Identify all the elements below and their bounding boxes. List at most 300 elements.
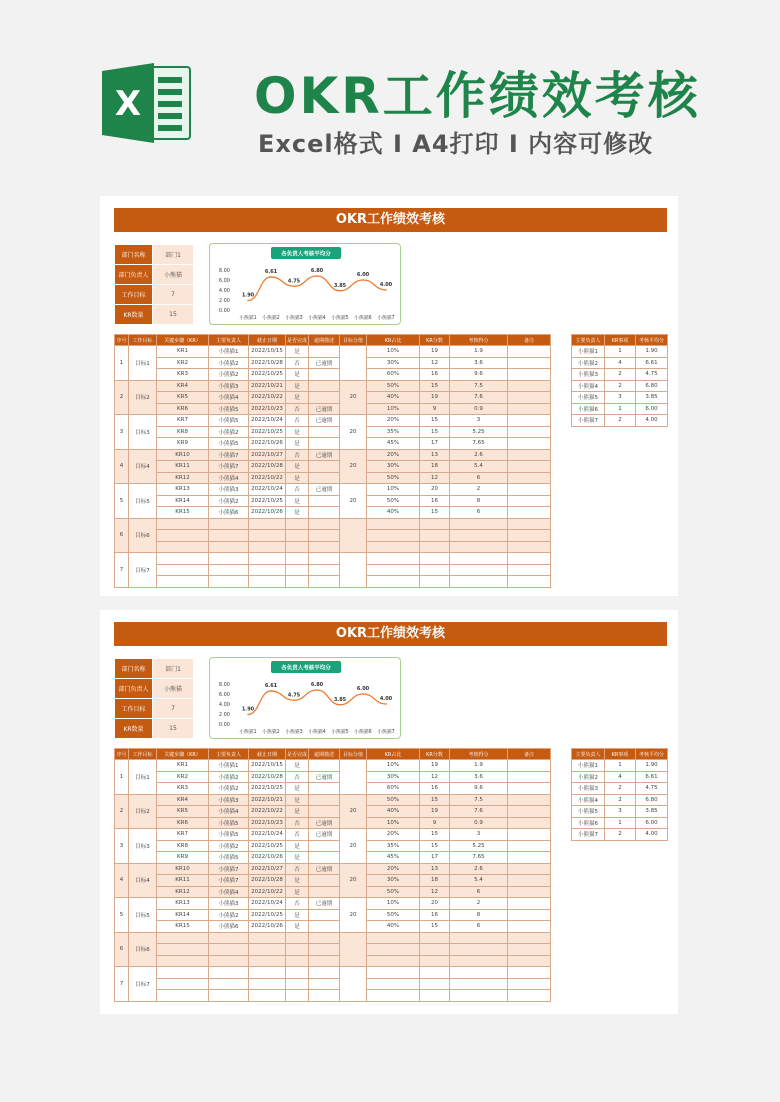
overdue-cell (309, 921, 340, 933)
date-cell: 2022/10/25 (249, 369, 286, 381)
remark-cell (508, 380, 551, 392)
kr-cell: KR7 (157, 829, 209, 841)
remark-cell (508, 955, 551, 967)
date-cell: 2022/10/25 (249, 909, 286, 921)
chart-title: 各负责人考核平均分 (281, 251, 331, 258)
final-score-cell (450, 576, 508, 588)
kr-cell: KR11 (157, 875, 209, 887)
owner-cell (209, 990, 249, 1002)
owner-cell: 小熊猫5 (209, 852, 249, 864)
final-score-cell: 6 (450, 507, 508, 519)
table-row (115, 576, 551, 588)
date-cell: 2022/10/27 (249, 863, 286, 875)
kr-ratio-cell: 20% (367, 415, 420, 427)
owner-cell: 小熊猫3 (209, 484, 249, 496)
summary-cell: 4 (605, 771, 636, 783)
kr-cell: KR9 (157, 852, 209, 864)
date-cell: 2022/10/15 (249, 760, 286, 772)
final-score-cell: 3 (450, 415, 508, 427)
kr-score-cell: 9 (420, 403, 450, 415)
done-cell: 否 (286, 771, 309, 783)
final-score-cell (450, 978, 508, 990)
remark-cell (508, 898, 551, 910)
remark-cell (508, 771, 551, 783)
kr-cell: KR8 (157, 840, 209, 852)
kr-score-cell: 15 (420, 829, 450, 841)
final-score-cell (450, 564, 508, 576)
kr-ratio-cell (367, 553, 420, 565)
summary-cell: 3.85 (636, 806, 668, 818)
final-score-cell: 7.65 (450, 852, 508, 864)
final-score-cell: 5.4 (450, 461, 508, 473)
date-cell: 2022/10/21 (249, 794, 286, 806)
kr-score-cell: 13 (420, 863, 450, 875)
kr-ratio-cell: 30% (367, 461, 420, 473)
kr-ratio-cell: 40% (367, 921, 420, 933)
summary-header: KR事项 (605, 749, 636, 760)
remark-cell (508, 564, 551, 576)
summary-cell: 4.00 (636, 415, 668, 427)
kr-score-cell (420, 576, 450, 588)
date-cell: 2022/10/28 (249, 875, 286, 887)
remark-cell (508, 817, 551, 829)
overdue-cell (309, 380, 340, 392)
owner-cell: 小熊猫5 (209, 415, 249, 427)
goal-cell: 目标3 (129, 415, 157, 450)
kr-ratio-cell: 30% (367, 771, 420, 783)
info-row (115, 659, 194, 679)
done-cell: 是 (286, 806, 309, 818)
overdue-cell: 已逾期 (309, 898, 340, 910)
done-cell (286, 553, 309, 565)
info-row (115, 265, 194, 285)
date-cell (249, 978, 286, 990)
kr-ratio-cell (367, 978, 420, 990)
table-row (115, 426, 551, 438)
owner-cell (209, 576, 249, 588)
info-value: 7 (153, 285, 194, 305)
kr-cell: KR3 (157, 783, 209, 795)
summary-row (572, 783, 668, 795)
info-value: 15 (153, 719, 194, 739)
column-header: 备注 (508, 335, 551, 346)
date-cell: 2022/10/22 (249, 392, 286, 404)
goal-cell: 目标6 (129, 518, 157, 553)
table-row (115, 484, 551, 496)
summary-cell: 小熊猫6 (572, 817, 605, 829)
final-score-cell: 6 (450, 886, 508, 898)
row-index: 3 (115, 415, 129, 450)
kr-score-cell: 12 (420, 472, 450, 484)
target-score-cell: 20 (340, 829, 367, 864)
remark-cell (508, 978, 551, 990)
x-tick-label: 小熊猫1 (239, 730, 257, 735)
done-cell: 是 (286, 840, 309, 852)
done-cell: 是 (286, 472, 309, 484)
goal-cell: 目标2 (129, 794, 157, 829)
kr-ratio-cell: 20% (367, 863, 420, 875)
data-label: 1.90 (241, 706, 255, 713)
date-cell: 2022/10/24 (249, 829, 286, 841)
data-point (316, 275, 318, 277)
summary-cell: 小熊猫3 (572, 783, 605, 795)
kr-cell: KR4 (157, 794, 209, 806)
y-tick-label: 0.00 (218, 722, 230, 728)
overdue-cell: 已逾期 (309, 403, 340, 415)
kr-score-cell (420, 990, 450, 1002)
table-row (115, 806, 551, 818)
x-tick-label: 小熊猫5 (331, 730, 349, 735)
data-label: 4.00 (379, 282, 393, 288)
owner-cell (209, 978, 249, 990)
kr-ratio-cell: 10% (367, 403, 420, 415)
summary-cell: 1 (605, 817, 636, 829)
kr-ratio-cell: 10% (367, 898, 420, 910)
table-row (115, 990, 551, 1002)
kr-score-cell: 17 (420, 852, 450, 864)
owner-cell: 小熊猫4 (209, 392, 249, 404)
overdue-cell (309, 426, 340, 438)
final-score-cell (450, 530, 508, 542)
kr-ratio-cell (367, 955, 420, 967)
summary-header: 主要负责人 (572, 335, 605, 346)
owner-cell: 小熊猫2 (209, 369, 249, 381)
kr-cell (157, 553, 209, 565)
date-cell: 2022/10/23 (249, 403, 286, 415)
target-score-cell (340, 518, 367, 553)
final-score-cell: 2.6 (450, 863, 508, 875)
remark-cell (508, 576, 551, 588)
final-score-cell: 0.9 (450, 817, 508, 829)
column-header: 关键步骤（KR） (157, 335, 209, 346)
row-index: 6 (115, 932, 129, 967)
final-score-cell (450, 518, 508, 530)
kr-score-cell (420, 932, 450, 944)
kr-score-cell: 12 (420, 886, 450, 898)
summary-cell: 2 (605, 369, 636, 381)
row-index: 6 (115, 518, 129, 553)
final-score-cell (450, 541, 508, 553)
table-row (115, 932, 551, 944)
owner-cell: 小熊猫5 (209, 403, 249, 415)
overdue-cell (309, 852, 340, 864)
remark-cell (508, 518, 551, 530)
kr-cell: KR2 (157, 771, 209, 783)
data-label: 6.00 (356, 272, 370, 278)
overdue-cell (309, 564, 340, 576)
table-row (115, 944, 551, 956)
kr-ratio-cell: 40% (367, 507, 420, 519)
date-cell: 2022/10/26 (249, 438, 286, 450)
kr-score-cell (420, 564, 450, 576)
table-row (115, 438, 551, 450)
summary-cell: 4.75 (636, 783, 668, 795)
final-score-cell: 9.6 (450, 369, 508, 381)
summary-cell: 2 (605, 415, 636, 427)
summary-cell: 小熊猫6 (572, 403, 605, 415)
summary-cell: 4 (605, 357, 636, 369)
date-cell: 2022/10/15 (249, 346, 286, 358)
final-score-cell (450, 990, 508, 1002)
owner-cell: 小熊猫6 (209, 507, 249, 519)
goal-cell: 目标7 (129, 967, 157, 1002)
final-score-cell: 5.25 (450, 840, 508, 852)
owner-cell: 小熊猫5 (209, 817, 249, 829)
x-tick-label: 小熊猫6 (354, 316, 372, 321)
column-header: 备注 (508, 749, 551, 760)
kr-ratio-cell: 20% (367, 829, 420, 841)
column-header: 目标分值 (340, 749, 367, 760)
remark-cell (508, 944, 551, 956)
table-row (115, 507, 551, 519)
kr-score-cell (420, 944, 450, 956)
done-cell (286, 978, 309, 990)
table-row (115, 346, 551, 358)
remark-cell (508, 886, 551, 898)
data-label: 4.00 (379, 696, 393, 702)
remark-cell (508, 553, 551, 565)
data-label: 6.80 (310, 682, 324, 688)
table-row (115, 530, 551, 542)
target-score-cell: 20 (340, 484, 367, 519)
goal-cell: 目标5 (129, 898, 157, 933)
info-value: 部门1 (153, 245, 194, 265)
table-row (115, 794, 551, 806)
table-row (115, 518, 551, 530)
done-cell: 否 (286, 829, 309, 841)
table-row (115, 898, 551, 910)
kr-ratio-cell: 40% (367, 392, 420, 404)
overdue-cell (309, 438, 340, 450)
owner-cell (209, 932, 249, 944)
kr-cell: KR1 (157, 346, 209, 358)
owner-cell (209, 955, 249, 967)
kr-score-cell: 12 (420, 357, 450, 369)
column-header: 考核得分 (450, 335, 508, 346)
owner-cell: 小熊猫2 (209, 840, 249, 852)
summary-cell: 6.80 (636, 380, 668, 392)
done-cell: 是 (286, 380, 309, 392)
date-cell: 2022/10/25 (249, 426, 286, 438)
kr-ratio-cell: 30% (367, 357, 420, 369)
remark-cell (508, 530, 551, 542)
done-cell: 是 (286, 438, 309, 450)
remark-cell (508, 403, 551, 415)
overdue-cell: 已逾期 (309, 771, 340, 783)
summary-cell: 2 (605, 829, 636, 841)
kr-score-cell: 18 (420, 461, 450, 473)
okr-table (114, 748, 551, 1002)
overdue-cell (309, 932, 340, 944)
final-score-cell: 2 (450, 484, 508, 496)
kr-cell: KR13 (157, 484, 209, 496)
kr-cell: KR9 (157, 438, 209, 450)
owner-cell: 小熊猫6 (209, 921, 249, 933)
final-score-cell: 6 (450, 921, 508, 933)
date-cell (249, 518, 286, 530)
data-label: 4.75 (287, 278, 301, 285)
overdue-cell (309, 507, 340, 519)
row-index: 1 (115, 760, 129, 795)
remark-cell (508, 438, 551, 450)
kr-cell (157, 518, 209, 530)
remark-cell (508, 990, 551, 1002)
target-score-cell: 20 (340, 794, 367, 829)
remark-cell (508, 426, 551, 438)
kr-ratio-cell (367, 932, 420, 944)
date-cell: 2022/10/22 (249, 806, 286, 818)
column-header: KR分数 (420, 335, 450, 346)
summary-cell: 1 (605, 346, 636, 358)
owner-cell (209, 518, 249, 530)
x-tick-label: 小熊猫4 (308, 316, 326, 321)
info-row (115, 719, 194, 739)
done-cell: 是 (286, 909, 309, 921)
goal-cell: 目标5 (129, 484, 157, 519)
done-cell: 否 (286, 357, 309, 369)
owner-cell: 小熊猫7 (209, 461, 249, 473)
date-cell: 2022/10/22 (249, 472, 286, 484)
info-value: 7 (153, 699, 194, 719)
date-cell: 2022/10/21 (249, 380, 286, 392)
remark-cell (508, 840, 551, 852)
remark-cell (508, 392, 551, 404)
info-label: 部门负责人 (115, 679, 153, 699)
kr-cell: KR10 (157, 863, 209, 875)
data-point (247, 300, 249, 302)
owner-cell: 小熊猫3 (209, 898, 249, 910)
info-value: 小熊猫 (153, 265, 194, 285)
overdue-cell: 已逾期 (309, 484, 340, 496)
kr-cell: KR14 (157, 495, 209, 507)
data-label: 3.85 (333, 282, 347, 289)
info-label: 部门名称 (115, 659, 153, 679)
table-row (115, 817, 551, 829)
column-header: 截止日期 (249, 335, 286, 346)
kr-score-cell (420, 541, 450, 553)
overdue-cell (309, 806, 340, 818)
final-score-cell: 7.6 (450, 392, 508, 404)
kr-ratio-cell (367, 944, 420, 956)
kr-ratio-cell: 30% (367, 875, 420, 887)
table-row (115, 771, 551, 783)
kr-cell: KR6 (157, 817, 209, 829)
column-header: 目标分值 (340, 335, 367, 346)
overdue-cell (309, 495, 340, 507)
column-header: 关键步骤（KR） (157, 749, 209, 760)
goal-cell: 目标1 (129, 760, 157, 795)
summary-cell: 小熊猫1 (572, 346, 605, 358)
kr-cell: KR5 (157, 392, 209, 404)
owner-summary-table (571, 334, 668, 427)
kr-ratio-cell (367, 541, 420, 553)
kr-cell: KR10 (157, 449, 209, 461)
table-row (115, 921, 551, 933)
table-row (115, 415, 551, 427)
data-label: 6.80 (310, 268, 324, 274)
kr-cell: KR4 (157, 380, 209, 392)
date-cell (249, 990, 286, 1002)
info-value: 部门1 (153, 659, 194, 679)
overdue-cell (309, 346, 340, 358)
data-point (385, 289, 387, 291)
x-tick-label: 小熊猫5 (331, 316, 349, 321)
done-cell (286, 564, 309, 576)
data-point (293, 285, 295, 287)
kr-score-cell: 15 (420, 794, 450, 806)
kr-cell: KR1 (157, 760, 209, 772)
remark-cell (508, 415, 551, 427)
info-label: 部门负责人 (115, 265, 153, 285)
kr-score-cell: 15 (420, 507, 450, 519)
table-row (115, 875, 551, 887)
summary-row (572, 392, 668, 404)
summary-row (572, 829, 668, 841)
data-point (362, 693, 364, 695)
overdue-cell: 已逾期 (309, 449, 340, 461)
kr-score-cell: 15 (420, 426, 450, 438)
final-score-cell: 6 (450, 472, 508, 484)
remark-cell (508, 346, 551, 358)
column-header: 是否完成 (286, 749, 309, 760)
summary-cell: 6.61 (636, 357, 668, 369)
date-cell: 2022/10/26 (249, 921, 286, 933)
overdue-cell (309, 576, 340, 588)
date-cell: 2022/10/26 (249, 852, 286, 864)
goal-cell: 目标2 (129, 380, 157, 415)
info-row (115, 285, 194, 305)
summary-cell: 2 (605, 783, 636, 795)
score-chart (209, 243, 401, 325)
data-label: 3.85 (333, 696, 347, 703)
remark-cell (508, 863, 551, 875)
column-header: 主要负责人 (209, 335, 249, 346)
summary-cell: 1 (605, 760, 636, 772)
data-point (362, 279, 364, 281)
kr-cell (157, 541, 209, 553)
owner-cell: 小熊猫7 (209, 863, 249, 875)
overdue-cell (309, 967, 340, 979)
table-row (115, 403, 551, 415)
y-tick-label: 8.00 (218, 268, 230, 274)
kr-score-cell: 15 (420, 840, 450, 852)
x-tick-label: 小熊猫6 (354, 730, 372, 735)
summary-row (572, 346, 668, 358)
kr-score-cell: 15 (420, 415, 450, 427)
row-index: 1 (115, 346, 129, 381)
done-cell: 是 (286, 507, 309, 519)
series-line (248, 276, 386, 301)
final-score-cell: 2.6 (450, 449, 508, 461)
date-cell: 2022/10/24 (249, 898, 286, 910)
data-point (339, 290, 341, 292)
info-row (115, 699, 194, 719)
summary-cell: 2 (605, 794, 636, 806)
summary-row (572, 357, 668, 369)
kr-score-cell: 19 (420, 760, 450, 772)
done-cell: 是 (286, 852, 309, 864)
date-cell: 2022/10/24 (249, 484, 286, 496)
target-score-cell (340, 760, 367, 795)
kr-ratio-cell: 50% (367, 380, 420, 392)
summary-cell: 6.61 (636, 771, 668, 783)
done-cell: 否 (286, 403, 309, 415)
overdue-cell (309, 875, 340, 887)
kr-cell (157, 990, 209, 1002)
done-cell: 是 (286, 783, 309, 795)
chart-svg (210, 244, 402, 326)
table-row (115, 380, 551, 392)
